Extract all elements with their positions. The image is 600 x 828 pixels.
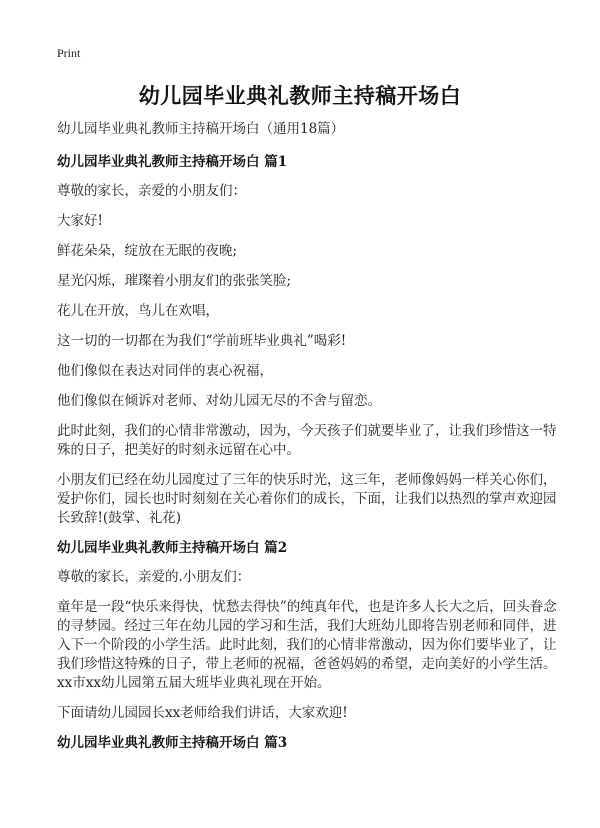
paragraph: 此时此刻，我们的心情非常激动，因为，今天孩子们就要毕业了，让我们珍惜这一特殊的日子，把美好的时刻永远留在心中。: [57, 423, 557, 458]
paragraph: 鲜花朵朵，绽放在无眠的夜晚;: [57, 243, 238, 259]
paragraph: 尊敬的家长，亲爱的.小朋友们：: [57, 569, 251, 585]
paragraph: 大家好!: [57, 213, 103, 229]
paragraph: 尊敬的家长，亲爱的小朋友们：: [57, 183, 246, 199]
document-body: [57, 120, 557, 763]
paragraph: 童年是一段“快乐来得快，忧愁去得快”的纯真年代，也是许多人长大之后，回头眷念的寻梦园。经过三年在幼儿园的学习和生活，我们大班幼儿即将告别老师和同伴，进入下一个阶段的小学生活。此时此刻，我们的心情非常激动，因为你们要毕业了，让我们珍惜这特殊的日子，带上老师的祝福，爸爸妈妈的希望，走向美好的小学生活。xx市xx幼儿园第五届大班毕业典礼现在开始。: [57, 599, 557, 691]
section-heading-2: 幼儿园毕业典礼教师主持稿开场白 篇2: [57, 540, 288, 556]
paragraph: 他们像似在表达对同伴的衷心祝福，: [57, 363, 273, 379]
section-heading-1: 幼儿园毕业典礼教师主持稿开场白 篇1: [57, 154, 288, 170]
paragraph: 这一切的一切都在为我们“学前班毕业典礼”喝彩!: [57, 333, 347, 349]
document-title: 幼儿园毕业典礼教师主持稿开场白: [138, 83, 462, 108]
paragraph: 下面请幼儿园园长xx老师给我们讲话，大家欢迎!: [57, 705, 348, 721]
paragraph: 星光闪烁，璀璨着小朋友们的张张笑脸;: [57, 273, 292, 289]
paragraph: 他们像似在倾诉对老师、对幼儿园无尽的不舍与留恋。: [57, 393, 381, 409]
document-subtitle: 幼儿园毕业典礼教师主持稿开场白（通用18篇）: [57, 121, 345, 137]
print-link[interactable]: Print: [57, 46, 81, 60]
paragraph: 花儿在开放，鸟儿在欢唱，: [57, 303, 219, 319]
section-heading-3: 幼儿园毕业典礼教师主持稿开场白 篇3: [57, 735, 288, 751]
paragraph: 小朋友们已经在幼儿园度过了三年的快乐时光，这三年，老师像妈妈一样关心你们，爱护你们，园长也时时刻刻在关心着你们的成长，下面，让我们以热烈的掌声欢迎园长致辞!(鼓掌、礼花): [57, 472, 557, 526]
